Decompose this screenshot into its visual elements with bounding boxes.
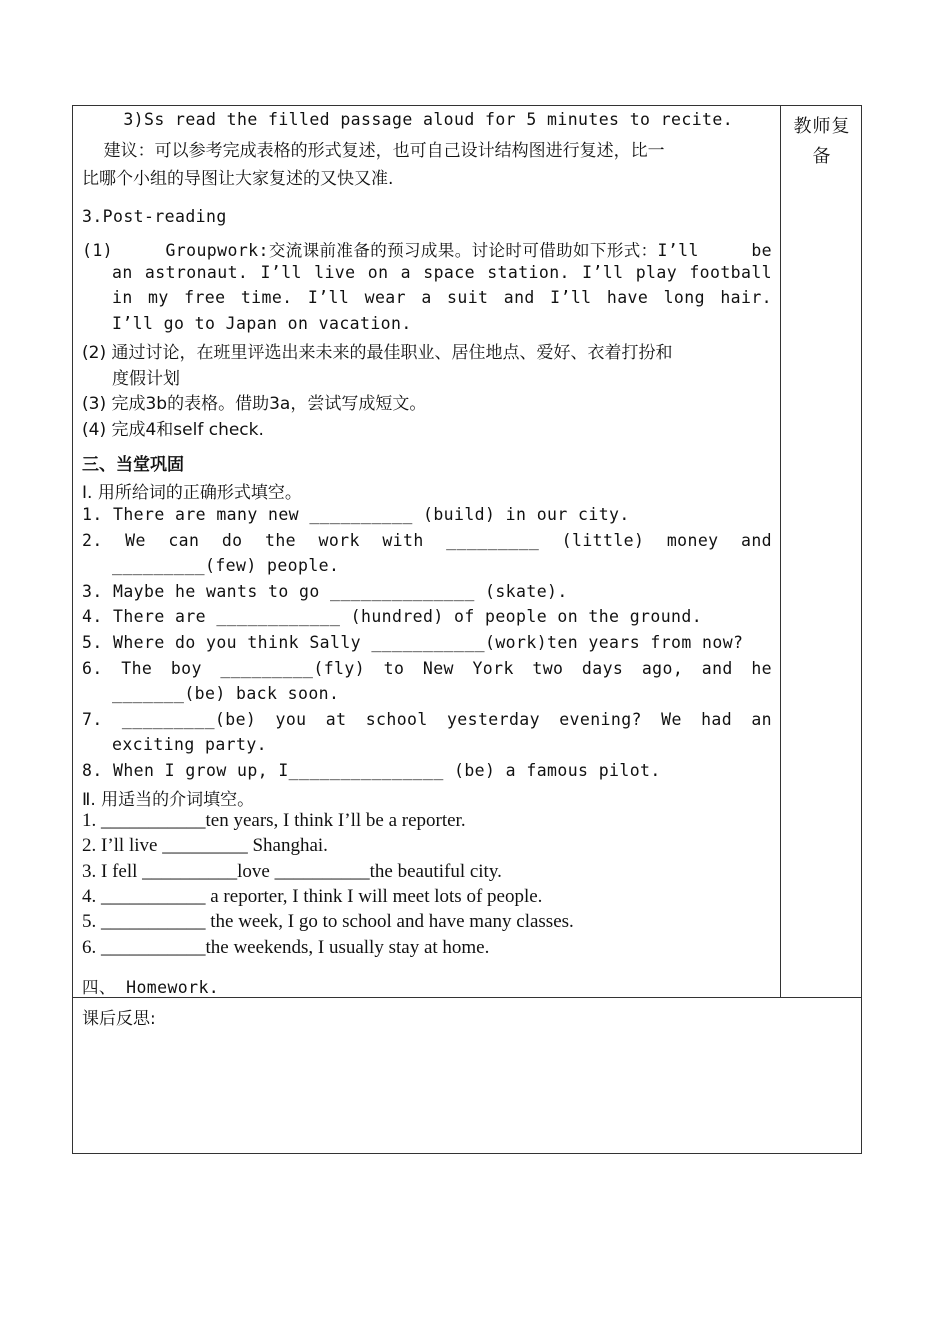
discussion-line-1: (2) 通过讨论，在班里评选出来未来的最佳职业、居住地点、爱好、衣着打扮和 bbox=[82, 343, 673, 363]
question-7-line-2: exciting party. bbox=[112, 735, 268, 754]
question-5: 5. Where do you think Sally ___________(work)ten years from now? bbox=[82, 633, 744, 652]
reflection-label: 课后反思: bbox=[82, 1009, 156, 1029]
column-divider bbox=[780, 105, 781, 998]
homework-heading: 四、 Homework. bbox=[82, 978, 220, 997]
question-8: 8. When I grow up, I_______________ (be) a famous pilot. bbox=[82, 761, 661, 780]
question-6-line-2: _______(be) back soon. bbox=[112, 684, 340, 703]
suggestion-line-1: 建议：可以参考完成表格的形式复述，也可自己设计结构图进行复述，比一 bbox=[82, 141, 665, 161]
question-7-line-1: 7. _________(be) you at school yesterday evening? We had an bbox=[82, 710, 772, 729]
task-4: (4) 完成4和self check. bbox=[82, 420, 264, 440]
preposition-4: 4. ___________ a reporter, I think I will meet lots of people. bbox=[82, 886, 543, 907]
discussion-line-2: 度假计划 bbox=[112, 369, 180, 389]
preposition-5: 5. ___________ the week, I go to school and have many classes. bbox=[82, 911, 574, 932]
question-2-line-2: _________(few) people. bbox=[112, 556, 340, 575]
groupwork-line-2: an astronaut. I’ll live on a space station. I’ll play football bbox=[112, 263, 772, 282]
post-reading-heading: 3.Post-reading bbox=[82, 207, 227, 226]
part-2-title: Ⅱ. 用适当的介词填空。 bbox=[82, 790, 255, 810]
part-1-title: Ⅰ. 用所给词的正确形式填空。 bbox=[82, 483, 302, 503]
question-6-line-1: 6. The boy _________(fly) to New York two days ago, and he bbox=[82, 659, 772, 678]
groupwork-line-4: I’ll go to Japan on vacation. bbox=[112, 314, 412, 333]
teacher-review-label: 教师复备 bbox=[793, 116, 851, 167]
preposition-6: 6. ___________the weekends, I usually stay at home. bbox=[82, 937, 490, 958]
question-4: 4. There are ____________ (hundred) of people on the ground. bbox=[82, 607, 703, 626]
preposition-2: 2. I’ll live _________ Shanghai. bbox=[82, 835, 328, 856]
preposition-3: 3. I fell __________love __________the beautiful city. bbox=[82, 861, 502, 882]
task-3b: (3) 完成3b的表格。借助3a，尝试写成短文。 bbox=[82, 394, 427, 414]
groupwork-line-3: in my free time. I’ll wear a suit and I’ll have long hair. bbox=[112, 288, 772, 307]
consolidation-heading: 三、当堂巩固 bbox=[82, 455, 184, 475]
question-3: 3. Maybe he wants to go ______________ (skate). bbox=[82, 582, 568, 601]
question-1: 1. There are many new __________ (build) in our city. bbox=[82, 505, 630, 524]
recite-instruction: 3)Ss read the filled passage aloud for 5 minutes to recite. bbox=[82, 110, 734, 129]
preposition-1: 1. ___________ten years, I think I’ll be a reporter. bbox=[82, 810, 466, 831]
suggestion-line-2: 比哪个小组的导图让大家复述的又快又准. bbox=[82, 169, 394, 189]
groupwork-line-1: (1) Groupwork:交流课前准备的预习成果。讨论时可借助如下形式：I’ll be bbox=[82, 241, 772, 260]
question-2-line-1: 2. We can do the work with _________ (little) money and bbox=[82, 531, 772, 550]
